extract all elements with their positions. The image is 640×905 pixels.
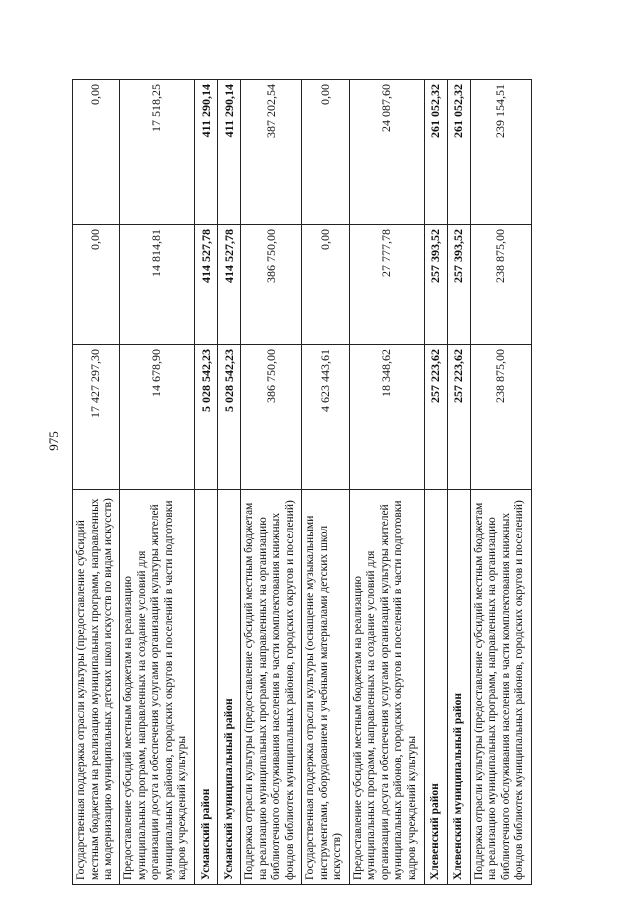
rotated-table-wrapper [72, 80, 532, 885]
row-value-3: 411 290,14 [195, 80, 218, 225]
row-name-cell: Усманский муниципальный район [218, 490, 241, 885]
row-value-3: 411 290,14 [218, 80, 241, 225]
row-value-2: 257 393,52 [447, 225, 470, 345]
row-value-2: 0,00 [73, 225, 120, 345]
row-value-1: 386 750,00 [241, 345, 302, 490]
row-name-cell: Предоставление субсидий местным бюджетам на реализацию муниципальных программ, направленных на создание условий для организации досуга и обеспечения услугами организаций культуры жителей муниципальных районов, городских округов и поселений в части подготовки кадров учреждений культуры [349, 490, 424, 885]
row-name-cell: Хлевенский район [424, 490, 447, 885]
table-row [424, 80, 447, 885]
row-name-cell: Хлевенский муниципальный район [447, 490, 470, 885]
table-row [241, 80, 302, 885]
table-row [470, 80, 531, 885]
row-name-cell: Предоставление субсидий местным бюджетам на реализацию муниципальных программ, направленных на создание условий для организации досуга и обеспечения услугами организаций культуры жителей муниципальных районов, городских округов и поселений в части подготовки кадров учреждений культуры [120, 490, 195, 885]
row-value-3: 261 052,32 [447, 80, 470, 225]
row-value-1: 257 223,62 [424, 345, 447, 490]
table-row [447, 80, 470, 885]
row-value-1: 18 348,62 [349, 345, 424, 490]
budget-table [72, 79, 532, 885]
page-number: 975 [45, 431, 61, 451]
row-value-3: 0,00 [73, 80, 120, 225]
table-row [218, 80, 241, 885]
row-name-cell: Государственная поддержка отрасли культуры (предоставление субсидий местным бюджетам на реализацию муниципальных программ, направленных на модернизацию муниципальных детских школ искусств по видам искусств) [73, 490, 120, 885]
row-name-cell: Поддержка отрасли культуры (предоставление субсидий местным бюджетам на реализацию муниципальных программ, направленных на организацию библиотечного обслуживания населения в части комплектования книжных фондов библиотек муниципальных районов, городских округов и поселений) [470, 490, 531, 885]
row-name-cell: Поддержка отрасли культуры (предоставление субсидий местным бюджетам на реализацию муниципальных программ, направленных на организацию библиотечного обслуживания населения в части комплектования книжных фондов библиотек муниципальных районов, городских округов и поселений) [241, 490, 302, 885]
row-value-1: 17 427 297,30 [73, 345, 120, 490]
row-value-2: 414 527,78 [218, 225, 241, 345]
table-row [302, 80, 349, 885]
row-value-2: 27 777,78 [349, 225, 424, 345]
row-value-2: 414 527,78 [195, 225, 218, 345]
row-value-3: 24 087,60 [349, 80, 424, 225]
row-value-3: 261 052,32 [424, 80, 447, 225]
row-value-1: 4 623 443,61 [302, 345, 349, 490]
row-value-3: 0,00 [302, 80, 349, 225]
table-row [349, 80, 424, 885]
row-value-2: 386 750,00 [241, 225, 302, 345]
row-value-2: 238 875,00 [470, 225, 531, 345]
row-value-3: 17 518,25 [120, 80, 195, 225]
table-row [120, 80, 195, 885]
row-name-cell: Усманский район [195, 490, 218, 885]
row-value-2: 0,00 [302, 225, 349, 345]
row-value-2: 257 393,52 [424, 225, 447, 345]
table-row [195, 80, 218, 885]
row-value-1: 5 028 542,23 [195, 345, 218, 490]
row-value-3: 239 154,51 [470, 80, 531, 225]
row-value-1: 238 875,00 [470, 345, 531, 490]
table-row [73, 80, 120, 885]
row-value-1: 5 028 542,23 [218, 345, 241, 490]
row-name-cell: Государственная поддержка отрасли культуры (оснащение музыкальными инструментами, оборудованием и учебными материалами детских школ искусств) [302, 490, 349, 885]
row-value-3: 387 202,54 [241, 80, 302, 225]
row-value-2: 14 814,81 [120, 225, 195, 345]
row-value-1: 257 223,62 [447, 345, 470, 490]
row-value-1: 14 678,90 [120, 345, 195, 490]
